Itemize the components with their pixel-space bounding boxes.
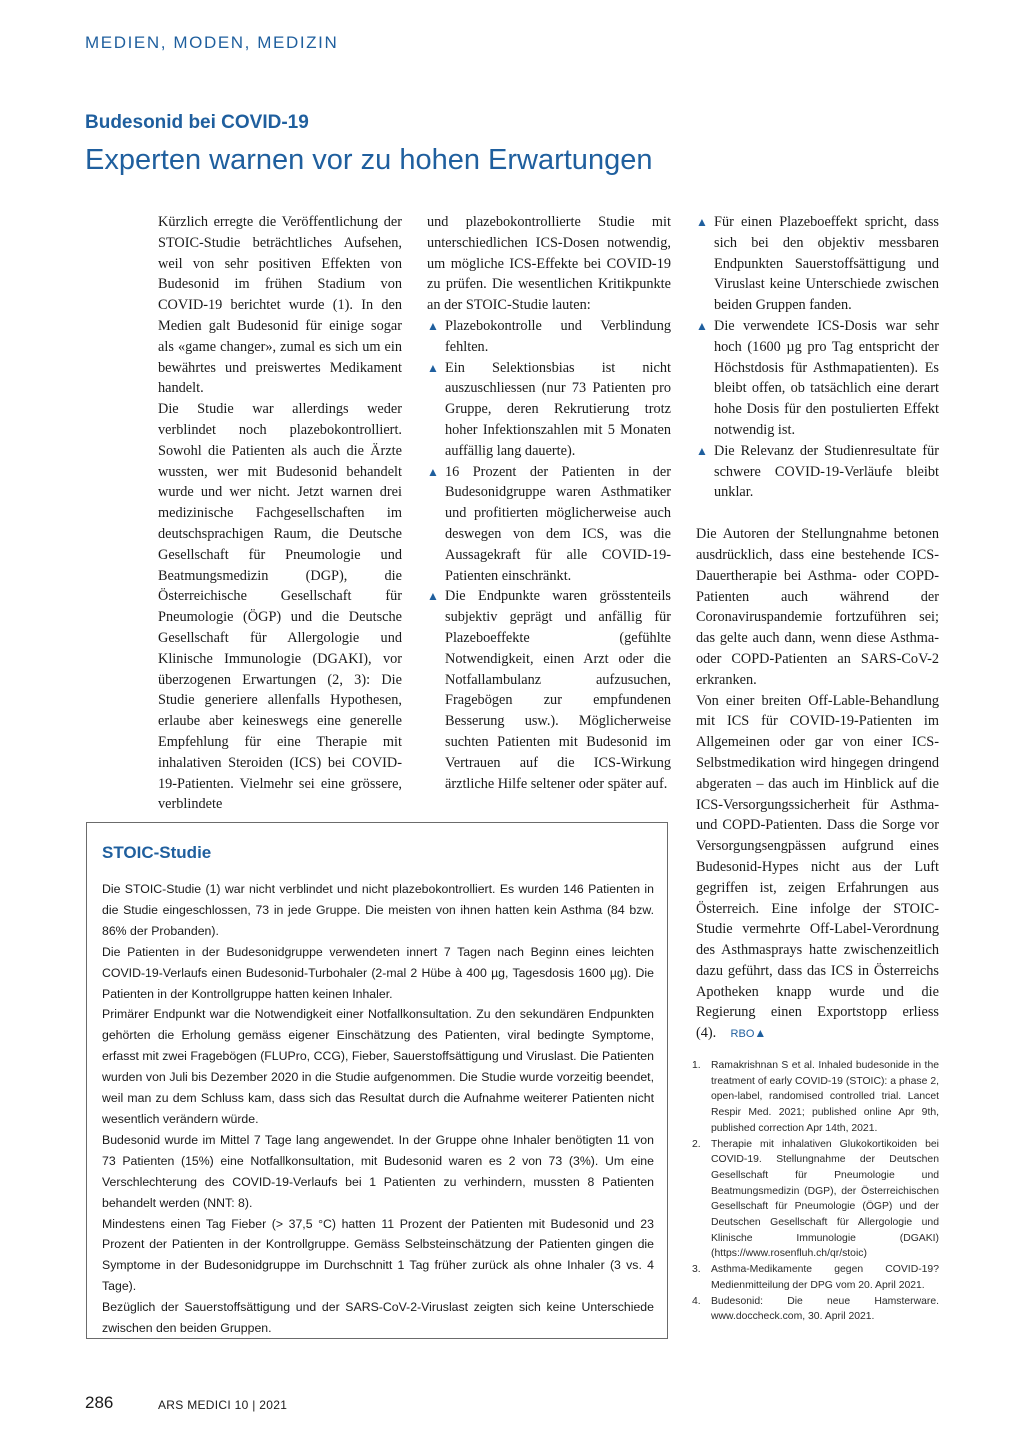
list-item: ▲ Die Relevanz der Studienresultate für schwere COVID-19-Verläufe bleibt unklar. bbox=[696, 442, 939, 501]
article-kicker: Budesonid bei COVID-19 bbox=[85, 112, 309, 133]
triangle-bullet-icon: ▲ bbox=[427, 318, 439, 333]
stoic-info-box bbox=[86, 822, 668, 1339]
criticism-list-continued bbox=[696, 212, 939, 503]
list-item: ▲ Die Endpunkte waren grösstenteils subjektiv geprägt und anfällig für Plazeboeffekte (gefühlte Notwendigkeit, einen Arzt oder die Notfallambulanz aufzusuchen, Fragebögen zur empfundenen Besserung usw.). Möglicherweise suchten Patienten mit Budesonid im Vertrauen auf die ICS-Wirkung ärztliche Hilfe seltener oder später auf. bbox=[427, 588, 671, 792]
triangle-bullet-icon: ▲ bbox=[696, 215, 708, 229]
paragraph: Kürzlich erregte die Veröffentlichung der STOIC-Studie beträchtliches Aufsehen, weil von sehr positiven Effekten von Budesonid im frühen Stadium von COVID-19 berichtet wurde (1). In den Medien galt Budesonid für einige sogar als «game changer», zumal es sich um ein bewährtes und preiswertes Medikament handelt. bbox=[158, 214, 402, 397]
list-item: ▲ Die verwendete ICS-Dosis war sehr hoch (1600 µg pro Tag entspricht der Höchstdosis für Asthmapatienten). Es bleibt offen, ob tatsächlich eine derart hohe Dosis für den postulierten Effekt notwendig ist. bbox=[696, 317, 939, 438]
list-item: ▲ Ein Selektionsbias ist nicht auszuschliessen (nur 73 Patienten pro Gruppe, deren Rekrutierung trotz hoher Infektionszahlen mit 5 Monaten auffällig lang dauerte). bbox=[427, 359, 671, 459]
paragraph: und plazebokontrollierte Studie mit unterschiedlichen ICS-Dosen notwendig, um mögliche ICS-Effekte bei COVID-19 zu prüfen. Die wesentlichen Kritikpunkte an der STOIC-Studie lauten: bbox=[427, 214, 671, 314]
reference-item: 3. Asthma-Medikamente gegen COVID-19? Medienmitteilung der DPG vom 20. April 2021. bbox=[692, 1264, 939, 1291]
page-number: 286 bbox=[85, 1393, 114, 1412]
paragraph: Bezüglich der Sauerstoffsättigung und der SARS-CoV-2-Viruslast zeigten sich keine Unterschiede zwischen den beiden Gruppen. bbox=[102, 1300, 654, 1336]
paragraph: Primärer Endpunkt war die Notwendigkeit einer Notfallkonsultation. Zu den sekundären Endpunkten gehörten die Erholung gemäss eigener Einschätzung des Patienten, viral bedingte Symptome, erfasst mit zwei Fragebögen (FLUPro, CCG), Fieber, Sauerstoffsättigung und Viruslast. Die Patienten wurden von Juli bis Dezember 2020 in die Studie aufgenommen. Die Studie wurde vorzeitig beendet, weil man zu dem Schluss kam, dass sich das Resultat durch die Aufnahme weiterer Patienten nicht wesentlich verändern würde. bbox=[102, 1007, 654, 1126]
paragraph: Die Autoren der Stellungnahme betonen ausdrücklich, dass eine bestehende ICS-Dauertherapie bei Asthma- oder COPD-Patienten auch während der Coronaviruspandemie fortzuführen sei; das gelte auch dann, wenn diese Asthma- oder COPD-Patienten an SARS-CoV-2 erkranken. bbox=[696, 526, 939, 688]
triangle-bullet-icon: ▲ bbox=[427, 464, 439, 479]
paragraph: Die Patienten in der Budesonidgruppe verwendeten innert 7 Tagen nach Beginn eines leichten COVID-19-Verlaufs einen Budesonid-Turbohaler (2-mal 2 Hübe à 400 µg, Tagesdosis 1600 µg). Die Patienten in der Kontrollgruppe hatten keinen Inhaler. bbox=[102, 944, 654, 1001]
triangle-bullet-icon: ▲ bbox=[696, 443, 708, 458]
info-box-title: STOIC-Studie bbox=[102, 843, 212, 862]
article-column-3 bbox=[696, 212, 939, 1045]
info-box-body bbox=[102, 879, 654, 1339]
triangle-bullet-icon: ▲ bbox=[427, 360, 439, 375]
journal-name: ARS MEDICI 10 | 2021 bbox=[158, 1398, 288, 1412]
paragraph: Von einer breiten Off-Lable-Behandlung mit ICS für COVID-19-Patienten im Allgemeinen oder gar von einer ICS-Selbstmedikation wird hingegen dringend abgeraten – das auch im Hinblick auf die ICS-Versorgungssicherheit für Asthma- und COPD-Patienten. Dass die Sorge vor Versorgungsengpässen aufgrund eines Budesonid-Hypes nicht aus der Luft gegriffen ist, zeigen Erfahrungen aus Österreich. Eine infolge der STOIC-Studie vermehrte Off-Label-Verordnung des Asthmasprays hatte zwischenzeitlich dazu geführt, dass das ICS in Österreichs Apotheken knapp wurde und die Regierung einen Exportstopp erliess (4). RBO▲ bbox=[696, 692, 939, 1042]
article-column-1 bbox=[158, 212, 402, 815]
reference-item: 1. Ramakrishnan S et al. Inhaled budesonide in the treatment of early COVID-19 (STOIC): a phase 2, open-label, randomised controlled trial. Lancet Respir Med. 2021; published online Apr 9th, published correction Apr 14th, 2021. bbox=[692, 1060, 939, 1134]
reference-list bbox=[692, 1058, 939, 1325]
paragraph: Budesonid wurde im Mittel 7 Tage lang angewendet. In der Gruppe ohne Inhaler benötigten 11 von 73 Patienten (15%) eine Notfallkonsultation, mit Budesonid waren es 2 von 73 (3%). Um eine Verschlechterung des COVID-19-Verlaufs bei 1 Patienten zu verhindern, mussten 8 Patienten behandelt werden (NNT: 8). bbox=[102, 1132, 654, 1210]
list-item: ▲ Plazebokontrolle und Verblindung fehlten. bbox=[427, 317, 671, 355]
paragraph: Mindestens einen Tag Fieber (> 37,5 °C) hatten 11 Prozent der Patienten mit Budesonid und 23 Prozent der Patienten in der Kontrollgruppe. Gemäss Selbsteinschätzung der Patienten gingen die Symptome in der Budesonidgruppe im Durchschnitt 1 Tag früher zurück als ohne Inhaler (3 vs. 4 Tage). bbox=[102, 1216, 654, 1294]
end-mark-icon: ▲ bbox=[754, 1026, 767, 1041]
section-header: MEDIEN, MODEN, MEDIZIN bbox=[85, 33, 339, 52]
triangle-bullet-icon: ▲ bbox=[696, 318, 708, 333]
paragraph: Die STOIC-Studie (1) war nicht verblindet und nicht plazebokontrolliert. Es wurden 146 Patienten in die Studie eingeschlossen, 73 in jede Gruppe. Die meisten von ihnen hatten kein Asthma (84 bzw. 86% der Probanden). bbox=[102, 882, 654, 938]
criticism-list bbox=[427, 316, 671, 794]
paragraph: Die Studie war allerdings weder verblindet noch plazebokontrolliert. Sowohl die Patienten als auch die Ärzte wussten, wer mit Budesonid behandelt wurde und wer nicht. Jetzt warnen drei medizinische Fachgesellschaften im deutschsprachigen Raum, die Deutsche Gesellschaft für Pneumologie und Beatmungsmedizin (DGP), die Österreichische Gesellschaft für Pneumologie (ÖGP) und die Deutsche Gesellschaft für Allergologie und Klinische Immunologie (DGAKI), vor überzogenen Erwartungen (2, 3): Die Studie generiere allenfalls Hypothesen, erlaube aber keineswegs eine generelle Empfehlung für eine Therapie mit inhalativen Steroiden (ICS) bei COVID-19-Patienten. Vielmehr sei eine grössere, verblindete bbox=[158, 401, 402, 813]
article-column-2 bbox=[427, 212, 671, 794]
list-item: ▲ Für einen Plazeboeffekt spricht, dass sich bei den objektiv messbaren Endpunkten Sauerstoffsättigung und Viruslast keine Unterschiede zwischen beiden Gruppen fanden. bbox=[696, 214, 939, 314]
reference-item: 2. Therapie mit inhalativen Glukokortikoiden bei COVID-19. Stellungnahme der Deutschen Gesellschaft für Pneumologie und Beatmungsmedizin (DGP), der Österreichischen Gesellschaft für Pneumologie (ÖGP) und der Deutschen Gesellschaft für Allergologie und Klinische Immunologie (DGAKI) (https://www.rosenfluh.ch/qr/stoic) bbox=[692, 1138, 939, 1260]
list-item: ▲ 16 Prozent der Patienten in der Budesonidgruppe waren Asthmatiker und profitierten möglicherweise auch deswegen von dem ICS, was die Aussagekraft für alle COVID-19-Patienten einschränkt. bbox=[427, 463, 671, 584]
triangle-bullet-icon: ▲ bbox=[427, 589, 439, 604]
article-title: Experten warnen vor zu hohen Erwartungen bbox=[85, 144, 653, 176]
reference-item: 4. Budesonid: Die neue Hamsterware. www.doccheck.com, 30. April 2021. bbox=[692, 1295, 939, 1323]
author-signature: RBO bbox=[730, 1028, 755, 1041]
